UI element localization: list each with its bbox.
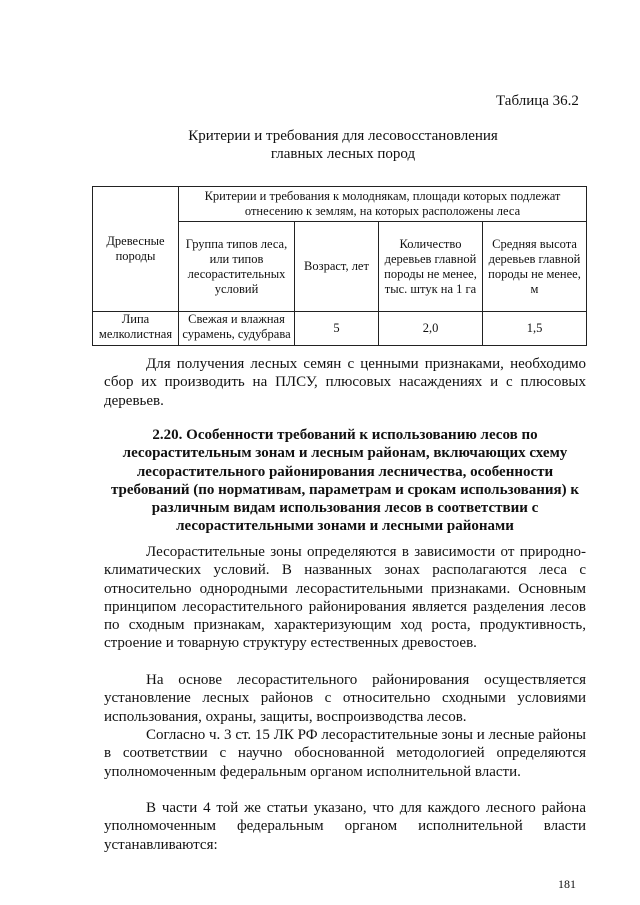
header-criteria: Критерии и требования к молоднякам, площади которых подлежат отнесению к землям, на которых расположены леса: [179, 187, 587, 222]
page-number: 181: [558, 877, 576, 891]
section-heading: 2.20. Особенности требований к использованию лесов по лесорастительным зонам и лесным районам, включающих схему лесорастительного районирования лесничества, особенности требований (по нормативам, параметрам и срокам использования) к различным видам использования лесов в соответствии с лесорастительными зонами и лесными районами: [110, 427, 579, 535]
subheader-forest-type: Группа типов леса, или типов лесорастительных условий: [179, 222, 295, 312]
criteria-table: [92, 186, 587, 346]
cell-forest-type: Свежая и влажная сурамень, судубрава: [179, 312, 295, 346]
subheader-tree-count: Количество деревьев главной породы не менее, тыс. штук на 1 га: [379, 222, 483, 312]
subheader-age: Возраст, лет: [295, 222, 379, 312]
table-row: [93, 312, 587, 346]
subheader-mean-height: Средняя высота деревьев главной породы не менее, м: [483, 222, 587, 312]
table-title-line-2: главных лесных пород: [270, 146, 416, 162]
paragraph-seeds: Для получения лесных семян с ценными признаками, необходимо сбор их производить на ПЛСУ, плюсовых насаждениях и с плюсовых деревьев.: [104, 356, 586, 409]
table-title-line-1: Критерии и требования для лесовосстановления: [188, 128, 498, 144]
table-number: Таблица 36.2: [496, 93, 579, 109]
cell-species: Липа мелколистная: [93, 312, 179, 346]
cell-mean-height: 1,5: [483, 312, 587, 346]
cell-tree-count: 2,0: [379, 312, 483, 346]
paragraph-part4: В части 4 той же статьи указано, что для каждого лесного района уполномоченным федеральным органом исполнительной власти устанавливаются:: [104, 800, 586, 853]
paragraph-zones: Лесорастительные зоны определяются в зависимости от природно-климатических условий. В названных зонах располагаются леса с относительно однородными лесорастительными признаками. Основным принципом лесорастительного районирования является разделения лесов по сходным признакам, характеризующим ход роста, продуктивность, строение и товарную структуру естественных древостоев.: [104, 544, 586, 652]
cell-age: 5: [295, 312, 379, 346]
header-species: Древесные породы: [93, 187, 179, 312]
paragraph-districts: На основе лесорастительного районирования осуществляется установление лесных районов с относительно сходными условиями использования, охраны, защиты, воспроизводства лесов.: [104, 672, 586, 725]
table-title: [100, 127, 586, 163]
paragraph-law: Согласно ч. 3 ст. 15 ЛК РФ лесорастительные зоны и лесные районы в соответствии с научно обоснованной методологией определяются уполномоченным федеральным органом исполнительной власти.: [104, 727, 586, 780]
